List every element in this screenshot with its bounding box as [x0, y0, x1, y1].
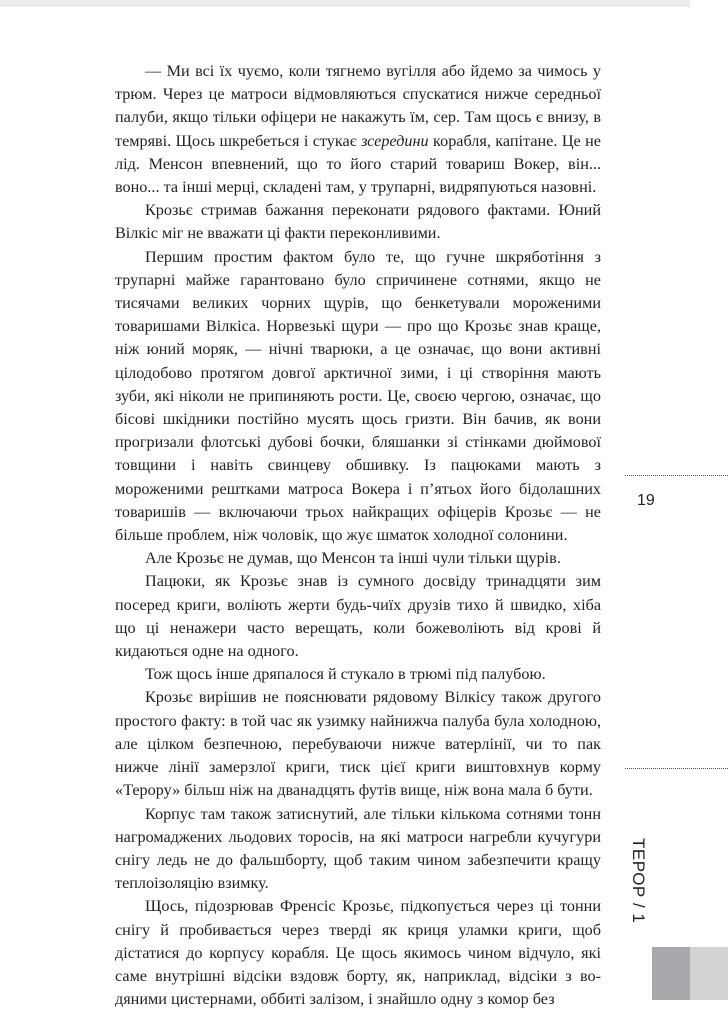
paragraph: — Ми всі їх чуємо, коли тягнемо вугілля або йдемо за чимось у трюм. Через це матроси відмовляються спускатися нижче середньої палуби, якщо тільки офіцери не накажуть їм, сер. Там щось є внизу, в темряві. Щось шкребеться і стукає зсередини корабля, капітане. Це не лід. Менсон впевнений, що то його старий товариш Вокер, він... воно... та інші мерці, складені там, у трупарні, видряпуються назовні. [115, 62, 601, 197]
paragraph: Тож щось інше дряпалося й стукало в трюмі під палубою. [145, 665, 546, 684]
paragraph: Щось, підозрював Френсіс Крозьє, підкопується через ці тонни снігу й пробивається через тверді як криця уламки криги, щоб дістатися до корпусу корабля. Це щось якимось чином відчуло, які саме внутрішні відсіки вздовж борту, як, наприклад, відсіки з водяними цистернами, оббиті залізом, і знайшло одну з комор без [115, 897, 601, 1009]
edge-tab-dark [652, 947, 690, 1000]
paragraph: Пацюки, як Крозьє знав із сумного досвіду тринадцяти зим посеред криги, воліють жерти будь-чиїх друзів тихо й швидко, хіба що ці ненажери часто верещать, коли божеволіють від крові й кидаються одне на одного. [115, 572, 601, 661]
running-title-text: ТЕРОР / 1 [629, 838, 648, 924]
edge-tab-light [690, 947, 728, 1000]
paragraph: Але Крозьє не думав, що Менсон та інші чули тільки щурів. [145, 549, 561, 568]
paragraph: Першим простим фактом було те, що гучне шкряботіння з трупарні майже гарантовано було спричинене сотнями, якщо не тисячами великих чорних щурів, що бенкетували мороженими товаришами Вілкіса. Норвезькі щури — про що Крозьє знав краще, ніж юний моряк, — нічні тварюки, а це означає, що вони активні цілодобово протягом довгої арктичної зими, і ці створіння мають зуби, які ніколи не припиняють рости. Це, своєю чергою, означає, що бісові шкідники постійно мусять щось гризти. Він бачив, як вони прогризали флотські дубові бочки, бляшанки зі стінками дюймової товщини і навіть свинцеву обшивку. Із пацюками мають з мороженими рештками матроса Вокера і п’ятьох його бідолашних товаришів — включаючи трьох найкращих офіцерів Крозьє — не більше проблем, ніж чоловік, що жує шматок холодної солонини. [115, 247, 601, 545]
paragraph: Крозьє стримав бажання переконати рядового фактами. Юний Вілкіс міг не вважати ці факти переконливими. [115, 201, 601, 243]
page-number: 19 [637, 492, 655, 509]
paragraph: Корпус там також затиснутий, але тільки кількома сотнями тонн нагромаджених льодових торосів, на які матроси нагребли кучугури снігу ледь не до фальшборту, щоб таким чином забезпечити кращу теплоізоляцію взимку. [115, 804, 601, 893]
page-number-rule [625, 475, 728, 476]
body-text [115, 60, 601, 1011]
running-title-rule [625, 768, 728, 769]
paragraph: Крозьє вирішив не пояснювати рядовому Вілкісу також другого простого факту: в той час як узимку найнижча палуба була холодною, але цілком безпечною, перебуваючи нижче ватерлінії, чи то пак нижче лінії замерзлої криги, тиск цієї криги виштовхнув корму «Терору» більш ніж на дванадцять футів вище, ніж вона мала б бути. [115, 688, 601, 800]
top-edge-strip [0, 0, 690, 7]
